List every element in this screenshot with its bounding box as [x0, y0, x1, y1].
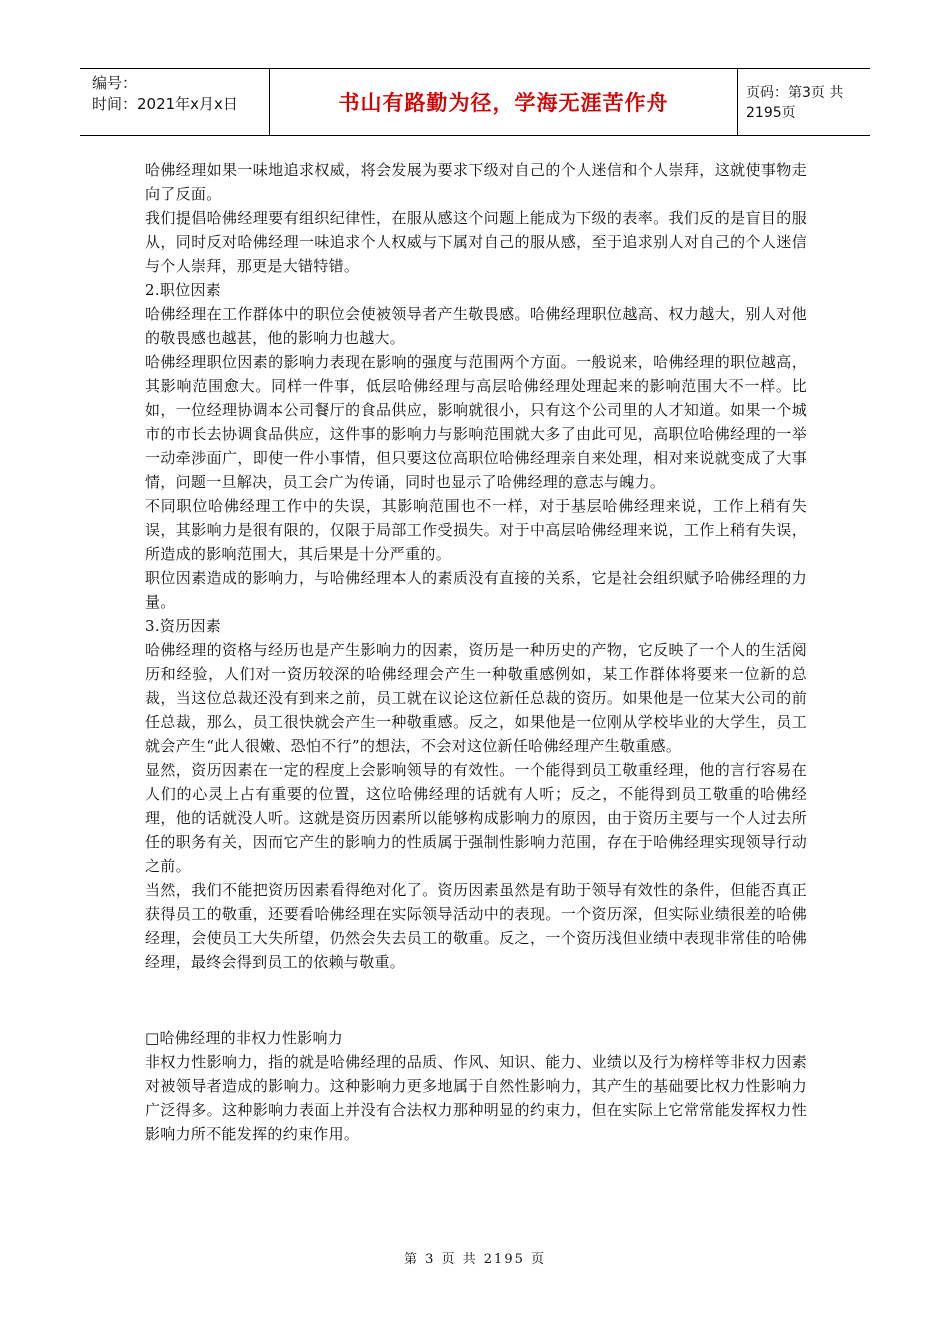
section-heading: □哈佛经理的非权力性影响力	[145, 1029, 344, 1047]
section-heading: 2.职位因素	[145, 281, 222, 299]
paragraph: 显然，资历因素在一定的程度上会影响领导的有效性。一个能得到员工敬重经理，他的言行容易在人们的心灵上占有重要的位置，这位哈佛经理的话就有人听；反之，不能得到员工敬重的哈佛经理，他的话就没人听。这就是资历因素所以能够构成影响力的原因，由于资历主要与一个人过去所任的职务有关，因而它产生的影响力的性质属于强制性影响力范围，存在于哈佛经理实现领导行动之前。	[145, 761, 807, 875]
page-footer: 第 3 页 共 2195 页	[403, 1252, 547, 1267]
paragraph: 当然，我们不能把资历因素看得绝对化了。资历因素虽然是有助于领导有效性的条件，但能否真正获得员工的敬重，还要看哈佛经理在实际领导活动中的表现。一个资历深，但实际业绩很差的哈佛经理，会使员工大失所望，仍然会失去员工的敬重。反之，一个资历浅但业绩中表现非常佳的哈佛经理，最终会得到员工的依赖与敬重。	[145, 881, 807, 971]
paragraph: 哈佛经理的资格与经历也是产生影响力的因素，资历是一种历史的产物，它反映了一个人的生活阅历和经验，人们对一资历较深的哈佛经理会产生一种敬重感例如，某工作群体将要来一位新的总裁，当这位总裁还没有到来之前，员工就在议论这位新任总裁的资历。如果他是一位某大公司的前任总裁，那么，员工很快就会产生一种敬重感。反之，如果他是一位刚从学校毕业的大学生，员工就会产生“此人很嫩、恐怕不行”的想法，不会对这位新任哈佛经理产生敬重感。	[145, 641, 807, 755]
header-meta	[80, 69, 270, 135]
paragraph: 哈佛经理如果一味地追求权威，将会发展为要求下级对自己的个人迷信和个人崇拜，这就使事物走向了反面。	[145, 161, 807, 203]
page-header	[80, 68, 870, 136]
paragraph: 我们提倡哈佛经理要有组织纪律性，在服从感这个问题上能成为下级的表率。我们反的是盲目的服从，同时反对哈佛经理一味追求个人权威与下属对自己的服从感，至于追求别人对自己的个人迷信与个人崇拜，那更是大错特错。	[145, 209, 807, 275]
spacer	[145, 974, 807, 1026]
paragraph: 非权力性影响力，指的就是哈佛经理的品质、作风、知识、能力、业绩以及行为榜样等非权力因素对被领导者造成的影响力。这种影响力更多地属于自然性影响力，其产生的基础要比权力性影响力广泛得多。这种影响力表面上并没有合法权力那种明显的约束力，但在实际上它常常能发挥权力性影响力所不能发挥的约束作用。	[145, 1053, 807, 1143]
paragraph: 职位因素造成的影响力，与哈佛经理本人的素质没有直接的关系，它是社会组织赋予哈佛经理的力量。	[145, 569, 807, 611]
section-heading: 3.资历因素	[145, 617, 222, 635]
paragraph: 哈佛经理职位因素的影响力表现在影响的强度与范围两个方面。一般说来，哈佛经理的职位越高，其影响范围愈大。同样一件事，低层哈佛经理与高层哈佛经理处理起来的影响范围大不一样。比如，一位经理协调本公司餐厅的食品供应，影响就很小，只有这个公司里的人才知道。如果一个城市的市长去协调食品供应，这件事的影响力与影响范围就大多了由此可见，高职位哈佛经理的一举一动牵涉面广，即使一件小事情，但只要这位高职位哈佛经理亲自来处理，相对来说就变成了大事情，问题一旦解决，员工会广为传诵，同时也显示了哈佛经理的意志与魄力。	[145, 353, 807, 491]
paragraph: 哈佛经理在工作群体中的职位会使被领导者产生敬畏感。哈佛经理职位越高、权力越大，别人对他的敬畏感也越甚，他的影响力也越大。	[145, 305, 807, 347]
paragraph: 不同职位哈佛经理工作中的失误，其影响范围也不一样，对于基层哈佛经理来说，工作上稍有失误，其影响力是很有限的，仅限于局部工作受损失。对于中高层哈佛经理来说，工作上稍有失误，所造成的影响范围大，其后果是十分严重的。	[145, 497, 807, 563]
header-page-number: 页码：第3页 共2195页	[746, 85, 844, 121]
document-date: 时间：2021年x月x日	[92, 95, 238, 113]
document-body	[145, 158, 807, 1146]
header-motto: 书山有路勤为径，学海无涯苦作舟	[270, 69, 738, 135]
document-number-label: 编号：	[92, 74, 138, 92]
